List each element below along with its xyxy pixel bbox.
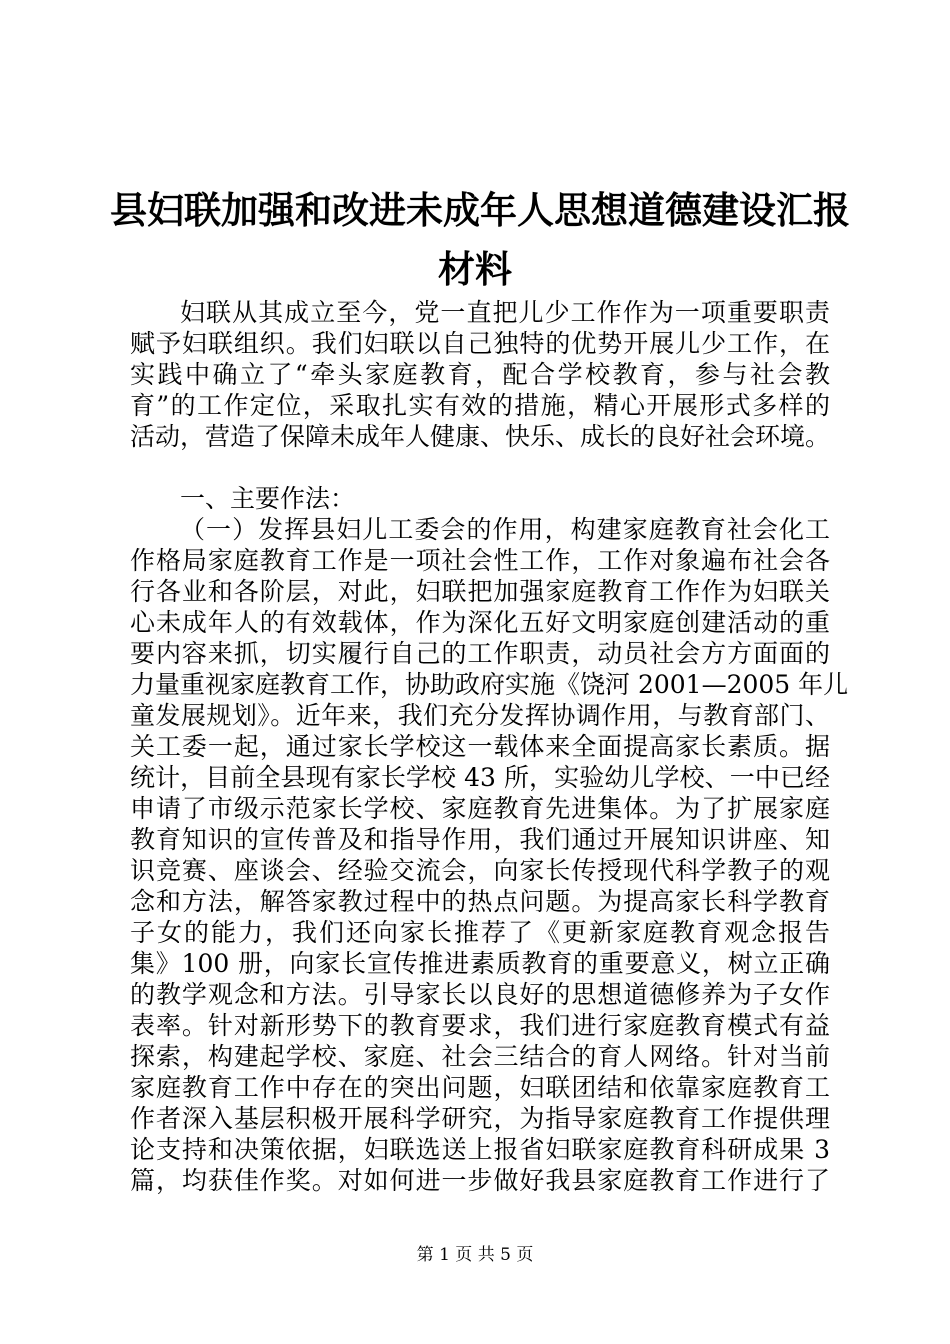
section-line: 童发展规划》。近年来，我们充分发挥协调作用，与教育部门、 bbox=[130, 701, 830, 730]
section-line: 要内容来抓，切实履行自己的工作职责，动员社会方方面面的 bbox=[130, 639, 830, 668]
section-heading: 一、主要作法： bbox=[180, 484, 356, 513]
section-line: 作格局家庭教育工作是一项社会性工作，工作对象遍布社会各 bbox=[130, 546, 830, 575]
page-footer: 第 1 页 共 5 页 bbox=[416, 1245, 534, 1265]
section-line: 表率。针对新形势下的教育要求，我们进行家庭教育模式有益 bbox=[130, 1011, 830, 1040]
intro-line: 育”的工作定位，采取扎实有效的措施，精心开展形式多样的 bbox=[130, 391, 830, 420]
section-line: 力量重视家庭教育工作，协助政府实施《饶河 2001—2005 年儿 bbox=[130, 670, 849, 699]
document-title-line-2: 材料 bbox=[438, 247, 512, 291]
section-line: 家庭教育工作中存在的突出问题，妇联团结和依靠家庭教育工 bbox=[130, 1073, 830, 1102]
section-line: 教育知识的宣传普及和指导作用，我们通过开展知识讲座、知 bbox=[130, 825, 830, 854]
section-line: 行各业和各阶层，对此，妇联把加强家庭教育工作作为妇联关 bbox=[130, 577, 830, 606]
intro-line: 活动，营造了保障未成年人健康、快乐、成长的良好社会环境。 bbox=[130, 422, 831, 451]
section-line: 篇，均获佳作奖。对如何进一步做好我县家庭教育工作进行了 bbox=[130, 1166, 830, 1195]
section-line: 关工委一起，通过家长学校这一载体来全面提高家长素质。据 bbox=[130, 732, 830, 761]
intro-line: 妇联从其成立至今，党一直把儿少工作作为一项重要职责 bbox=[180, 298, 830, 327]
section-line: 识竞赛、座谈会、经验交流会，向家长传授现代科学教子的观 bbox=[130, 856, 830, 885]
section-line: 心未成年人的有效载体，作为深化五好文明家庭创建活动的重 bbox=[130, 608, 830, 637]
section-line: （一）发挥县妇儿工委会的作用，构建家庭教育社会化工 bbox=[180, 515, 830, 544]
section-line: 子女的能力，我们还向家长推荐了《更新家庭教育观念报告 bbox=[130, 918, 830, 947]
intro-line: 赋予妇联组织。我们妇联以自己独特的优势开展儿少工作，在 bbox=[130, 329, 830, 358]
intro-line: 实践中确立了“牵头家庭教育，配合学校教育，参与社会教 bbox=[130, 360, 830, 389]
section-line: 的教学观念和方法。引导家长以良好的思想道德修养为子女作 bbox=[130, 980, 830, 1009]
paragraph-gap bbox=[130, 452, 830, 483]
section-line: 论支持和决策依据，妇联选送上报省妇联家庭教育科研成果 3 bbox=[130, 1135, 830, 1164]
section-line: 集》100 册，向家长宣传推进素质教育的重要意义，树立正确 bbox=[130, 949, 830, 978]
section-line: 申请了市级示范家长学校、家庭教育先进集体。为了扩展家庭 bbox=[130, 794, 830, 823]
section-line: 统计，目前全县现有家长学校 43 所，实验幼儿学校、一中已经 bbox=[130, 763, 830, 792]
section-line: 作者深入基层积极开展科学研究，为指导家庭教育工作提供理 bbox=[130, 1104, 830, 1133]
section-line: 探索，构建起学校、家庭、社会三结合的育人网络。针对当前 bbox=[130, 1042, 830, 1071]
section-line: 念和方法，解答家教过程中的热点问题。为提高家长科学教育 bbox=[130, 887, 830, 916]
document-body bbox=[130, 297, 849, 1196]
document-title-line-1: 县妇联加强和改进未成年人思想道德建设汇报 bbox=[110, 188, 850, 232]
